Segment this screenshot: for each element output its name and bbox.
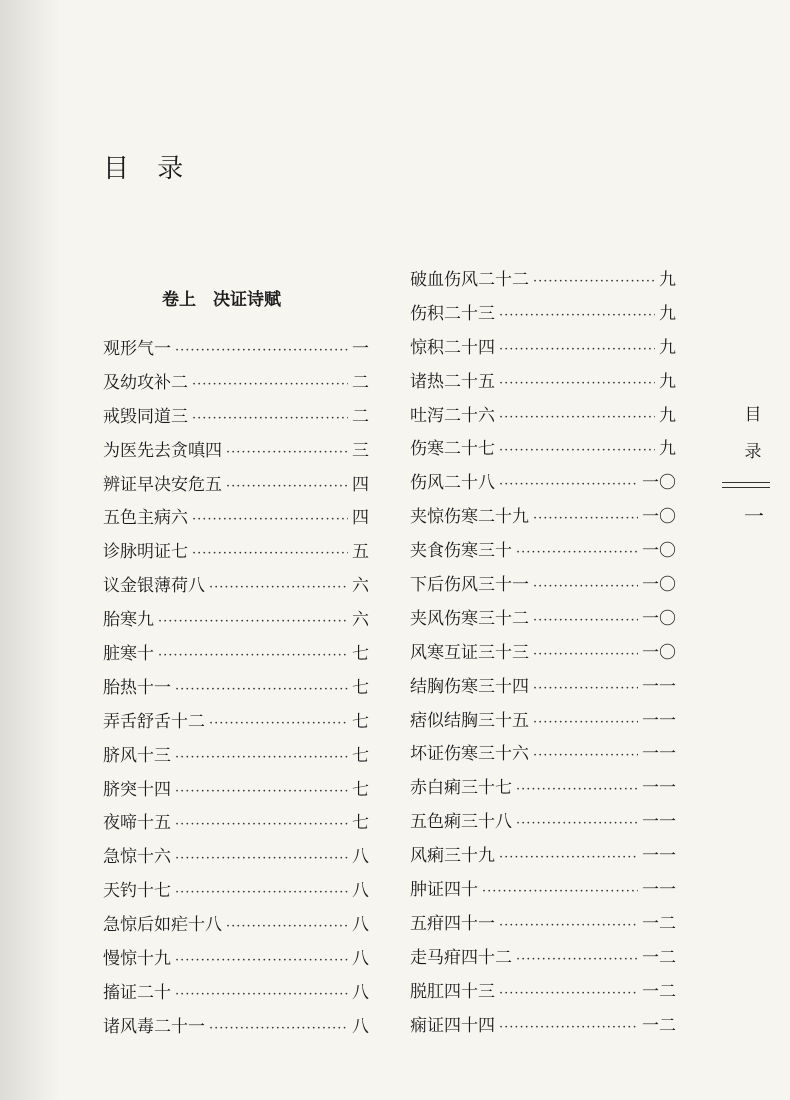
toc-entry-page: 七 (352, 813, 369, 834)
toc-entry (103, 368, 369, 402)
toc-entry (103, 1012, 369, 1046)
dot-leader (175, 750, 348, 765)
toc-entry (103, 944, 369, 978)
dot-leader (533, 274, 655, 289)
toc-entry-title: 辨证早决安危五 (103, 474, 222, 495)
dot-leader (209, 580, 348, 595)
toc-entry (410, 672, 676, 706)
toc-entry (103, 808, 369, 842)
toc-entry-page: 四 (352, 474, 369, 495)
toc-entry-title: 诊脉明证七 (103, 542, 188, 563)
toc-entry (410, 434, 676, 468)
toc-entry-page: 六 (352, 610, 369, 631)
dot-leader (192, 512, 348, 527)
toc-entry-title: 风痢三十九 (410, 846, 495, 867)
dot-leader (175, 885, 348, 900)
toc-entry-page: 九 (659, 337, 676, 358)
dot-leader (226, 445, 348, 460)
toc-entry-title: 弄舌舒舌十二 (103, 711, 205, 732)
toc-entry (103, 673, 369, 707)
toc-entry (410, 841, 676, 875)
toc-entry-title: 伤风二十八 (410, 473, 495, 494)
dot-leader (175, 987, 348, 1002)
dot-leader (175, 953, 348, 968)
toc-entry-page: 一〇 (642, 642, 676, 663)
dot-leader (499, 986, 638, 1001)
dot-leader (499, 342, 655, 357)
dot-leader (533, 647, 638, 662)
toc-entry-page: 三 (352, 440, 369, 461)
dot-leader (516, 545, 638, 560)
dot-leader (499, 850, 638, 865)
toc-entry-page: 一二 (642, 913, 676, 934)
toc-entry-title: 夜啼十五 (103, 813, 171, 834)
toc-entry-page: 九 (659, 303, 676, 324)
toc-entry-page: 九 (659, 270, 676, 290)
toc-entry-title: 慢惊十九 (103, 949, 171, 970)
toc-entry (410, 943, 676, 977)
toc-entry (103, 571, 369, 605)
dot-leader (533, 613, 638, 628)
dot-leader (158, 614, 348, 629)
toc-entry (410, 502, 676, 536)
toc-entry-title: 夹惊伤寒二十九 (410, 507, 529, 528)
toc-entry-title: 急惊十六 (103, 847, 171, 868)
toc-entry-page: 一〇 (642, 473, 676, 494)
toc-entry (410, 536, 676, 570)
toc-entry (103, 775, 369, 809)
toc-entry-title: 五色主病六 (103, 508, 188, 529)
toc-entry (410, 773, 676, 807)
toc-entry-page: 八 (352, 881, 369, 902)
toc-entry (410, 570, 676, 604)
dot-leader (175, 817, 348, 832)
toc-entry-page: 七 (352, 644, 369, 665)
toc-entry-page: 七 (352, 711, 369, 732)
dot-leader (226, 919, 348, 934)
toc-entry-title: 脐突十四 (103, 779, 171, 800)
dot-leader (499, 477, 638, 492)
dot-leader (533, 748, 638, 763)
toc-entry-title: 脐风十三 (103, 745, 171, 766)
page-gutter-shadow (0, 0, 60, 1100)
toc-entry (103, 741, 369, 775)
dot-leader (499, 308, 655, 323)
dot-leader (533, 579, 638, 594)
toc-entry (103, 470, 369, 504)
toc-entry-title: 诸风毒二十一 (103, 1016, 205, 1037)
toc-entry-title: 脏寒十 (103, 644, 154, 665)
toc-entry-page: 八 (352, 982, 369, 1003)
toc-entry-title: 痫证四十四 (410, 1015, 495, 1036)
page-number: 一 (744, 504, 764, 528)
toc-entry-page: 九 (659, 405, 676, 426)
dot-leader (533, 681, 638, 696)
toc-entry (103, 436, 369, 470)
toc-entry (410, 875, 676, 909)
side-tab (738, 400, 768, 474)
toc-entry-page: 六 (352, 576, 369, 597)
toc-entry-title: 痞似结胸三十五 (410, 710, 529, 731)
dot-leader (516, 952, 638, 967)
side-tab-char: 录 (744, 442, 762, 462)
toc-entry (103, 537, 369, 571)
toc-entry (410, 638, 676, 672)
toc-entry-page: 一〇 (642, 507, 676, 528)
dot-leader (499, 410, 655, 425)
toc-entry-title: 观形气一 (103, 339, 171, 359)
dot-leader (516, 816, 638, 831)
toc-entry (410, 468, 676, 502)
toc-entry-title: 天钓十七 (103, 881, 171, 902)
toc-entry-page: 一〇 (642, 541, 676, 562)
toc-entry-title: 戒毁同道三 (103, 406, 188, 427)
toc-entry (410, 706, 676, 740)
toc-entry-title: 诸热二十五 (410, 371, 495, 392)
dot-leader (209, 1021, 348, 1036)
toc-entry-title: 为医先去贪嗔四 (103, 440, 222, 461)
dot-leader (209, 716, 348, 731)
toc-entry-page: 一 (352, 339, 369, 359)
toc-entry (410, 909, 676, 943)
toc-entry-page: 七 (352, 677, 369, 698)
dot-leader (192, 546, 348, 561)
dot-leader (192, 377, 348, 392)
toc-entry-title: 走马疳四十二 (410, 947, 512, 968)
toc-entry (103, 334, 369, 368)
toc-entry-page: 一〇 (642, 608, 676, 629)
toc-entry (103, 876, 369, 910)
toc-entry (410, 604, 676, 638)
dot-leader (175, 784, 348, 799)
toc-entry-page: 一一 (642, 880, 676, 901)
toc-entry-title: 夹风伤寒三十二 (410, 608, 529, 629)
toc-entry-page: 八 (352, 847, 369, 868)
dot-leader (175, 851, 348, 866)
toc-entry-title: 下后伤风三十一 (410, 575, 529, 596)
toc-entry-title: 急惊后如疟十八 (103, 915, 222, 936)
toc-entry-page: 一一 (642, 846, 676, 867)
dot-leader (533, 511, 638, 526)
toc-entry-title: 胎寒九 (103, 610, 154, 631)
dot-leader (226, 479, 348, 494)
toc-column-right (410, 265, 676, 1044)
toc-entry (103, 639, 369, 673)
toc-entry-page: 八 (352, 1016, 369, 1037)
toc-entry-title: 五疳四十一 (410, 913, 495, 934)
toc-entry (103, 910, 369, 944)
toc-entry (410, 807, 676, 841)
toc-entry (103, 503, 369, 537)
toc-entry (410, 333, 676, 367)
toc-entry-title: 坏证伤寒三十六 (410, 744, 529, 765)
toc-entry-title: 惊积二十四 (410, 337, 495, 358)
toc-entry-page: 二 (352, 406, 369, 427)
dot-leader (516, 782, 638, 797)
dot-leader (192, 411, 348, 426)
toc-entry-page: 一〇 (642, 575, 676, 596)
toc-entry-page: 一二 (642, 947, 676, 968)
toc-entry (410, 1011, 676, 1045)
toc-entry-title: 搐证二十 (103, 982, 171, 1003)
toc-entry (410, 265, 676, 299)
toc-entry (410, 977, 676, 1011)
toc-entry-page: 七 (352, 745, 369, 766)
dot-leader (482, 884, 638, 899)
toc-entry-title: 风寒互证三十三 (410, 642, 529, 663)
toc-entry-title: 伤寒二十七 (410, 439, 495, 460)
toc-entry-page: 一一 (642, 778, 676, 799)
toc-entry (410, 367, 676, 401)
toc-entry-page: 一二 (642, 981, 676, 1002)
toc-entry-page: 二 (352, 372, 369, 393)
toc-entry-page: 八 (352, 949, 369, 970)
toc-entry-title: 五色痢三十八 (410, 812, 512, 833)
toc-entry-page: 九 (659, 371, 676, 392)
section-heading: 卷上 决证诗赋 (162, 290, 281, 310)
toc-entry-title: 伤积二十三 (410, 303, 495, 324)
dot-leader (499, 443, 655, 458)
toc-entry-title: 夹食伤寒三十 (410, 541, 512, 562)
dot-leader (499, 918, 638, 933)
toc-entry-title: 吐泻二十六 (410, 405, 495, 426)
toc-entry (410, 299, 676, 333)
toc-entry (103, 842, 369, 876)
toc-entry-page: 一一 (642, 676, 676, 697)
toc-entry (103, 605, 369, 639)
toc-entry (103, 402, 369, 436)
dot-leader (158, 648, 348, 663)
toc-entry-page: 四 (352, 508, 369, 529)
toc-entry-title: 赤白痢三十七 (410, 778, 512, 799)
toc-entry-page: 一一 (642, 744, 676, 765)
side-tab-char: 目 (744, 405, 762, 425)
page-title: 目 录 (103, 154, 194, 184)
toc-entry-title: 胎热十一 (103, 677, 171, 698)
toc-entry-page: 五 (352, 542, 369, 563)
toc-entry-page: 八 (352, 915, 369, 936)
side-rule (722, 482, 770, 488)
toc-entry-page: 一一 (642, 710, 676, 731)
toc-entry-title: 肿证四十 (410, 880, 478, 901)
toc-entry (410, 739, 676, 773)
dot-leader (499, 376, 655, 391)
dot-leader (533, 715, 638, 730)
toc-entry-title: 结胸伤寒三十四 (410, 676, 529, 697)
toc-entry (103, 978, 369, 1012)
dot-leader (175, 343, 348, 358)
toc-entry-page: 一二 (642, 1015, 676, 1036)
dot-leader (499, 1020, 638, 1035)
toc-entry-title: 脱肛四十三 (410, 981, 495, 1002)
toc-entry-page: 一一 (642, 812, 676, 833)
dot-leader (175, 682, 348, 697)
toc-column-left (103, 334, 369, 1046)
toc-entry-page: 七 (352, 779, 369, 800)
toc-entry-page: 九 (659, 439, 676, 460)
toc-entry (410, 401, 676, 435)
toc-entry-title: 议金银薄荷八 (103, 576, 205, 597)
toc-entry (103, 707, 369, 741)
toc-entry-title: 破血伤风二十二 (410, 270, 529, 290)
toc-entry-title: 及幼攻补二 (103, 372, 188, 393)
